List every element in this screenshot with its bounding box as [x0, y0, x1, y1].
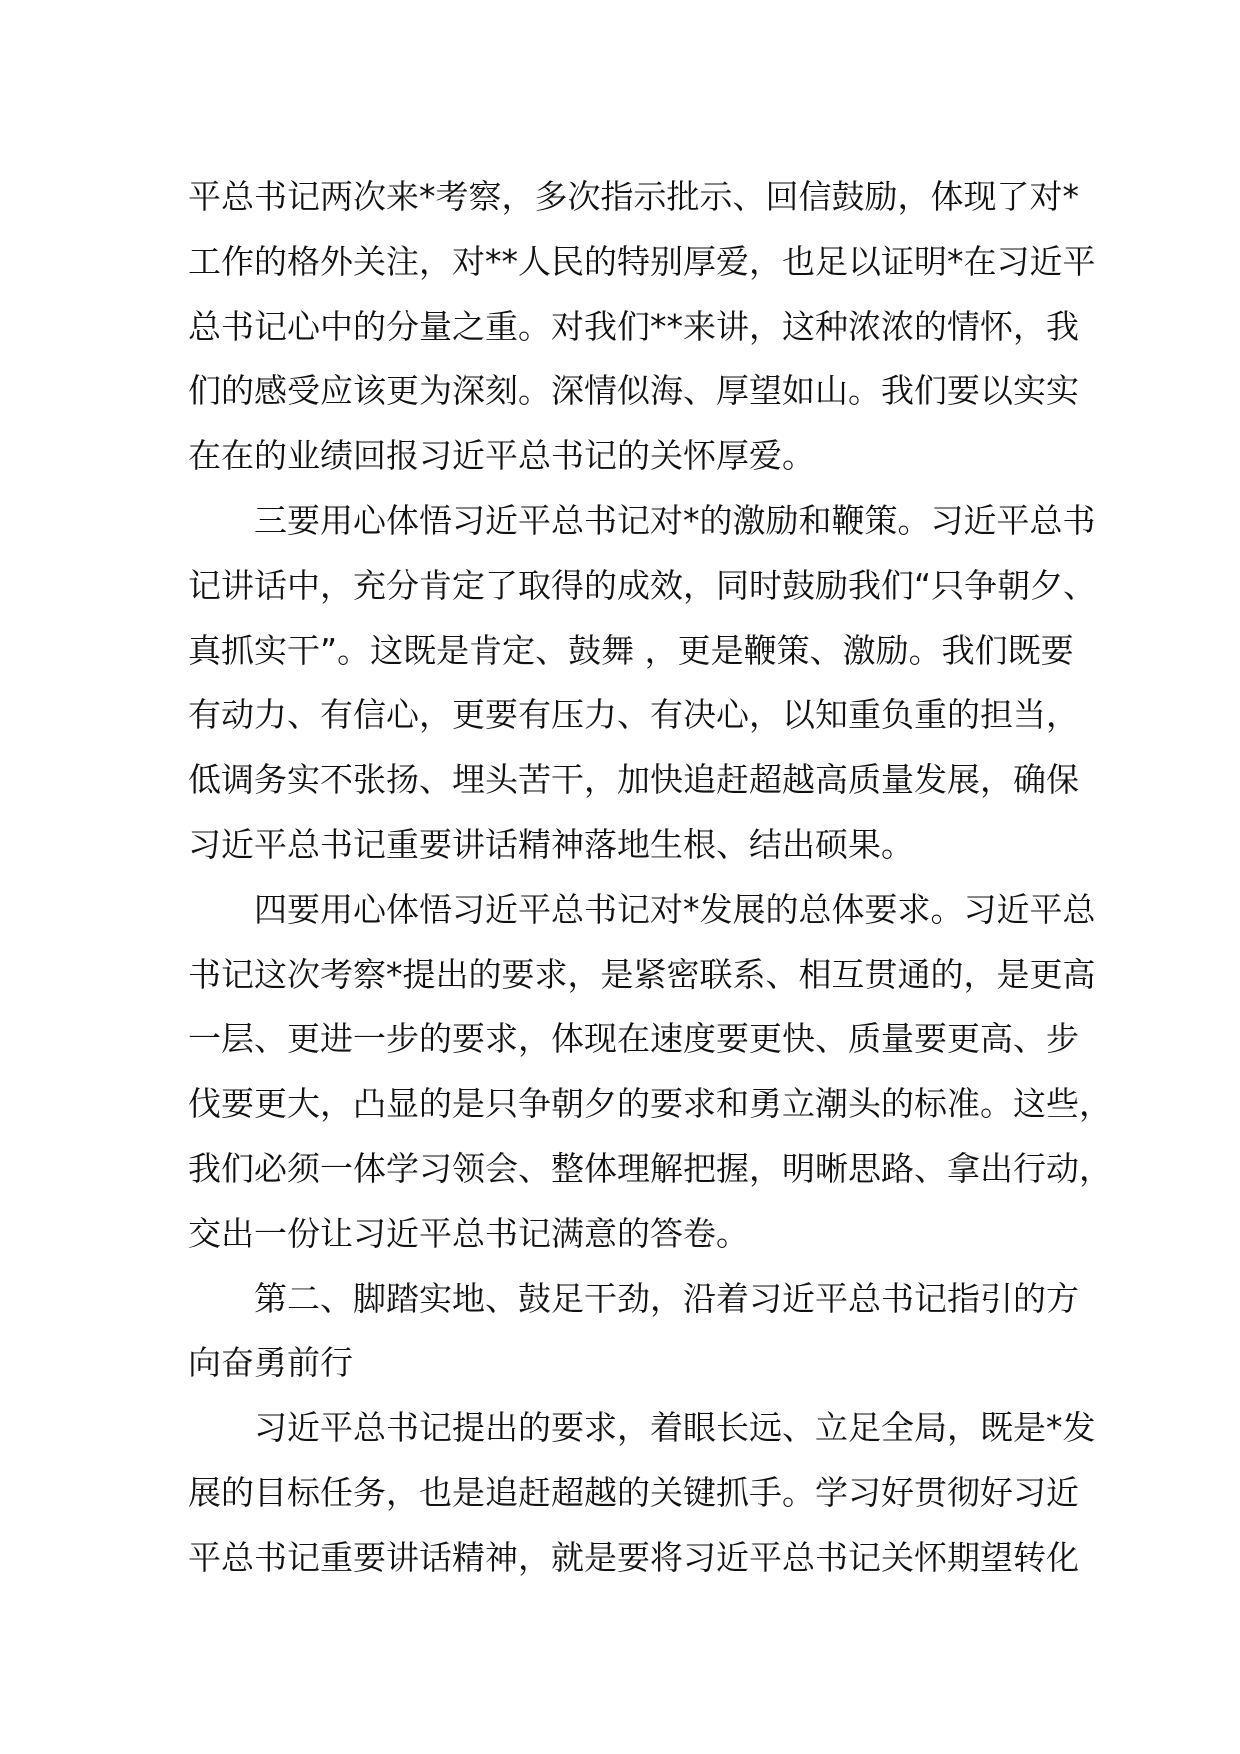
- text-line: 平总书记两次来*考察，多次指示批示、回信鼓励，体现了对*: [188, 177, 1079, 216]
- text-line: 记讲话中，充分肯定了取得的成效，同时鼓励我们“只争朝夕、: [188, 565, 1097, 605]
- paragraph-start-line: 三要用心体悟习近平总书记对*的激励和鞭策。习近平总书: [254, 500, 1096, 540]
- text-line: 习近平总书记重要讲话精神落地生根、结出硕果。: [188, 824, 914, 864]
- text-line: 真抓实干”。这既是肯定、鼓舞 ，更是鞭策、激励。我们既要: [188, 630, 1074, 670]
- text-line: 有动力、有信心，更要有压力、有决心，以知重负重的担当，: [188, 695, 1079, 735]
- paragraph-start-line: 习近平总书记提出的要求，着眼长远、立足全局，既是*发: [254, 1408, 1096, 1448]
- document-body: [188, 165, 1112, 1591]
- text-line: 我们必须一体学习领会、整体理解把握，明晰思路、拿出行动，: [188, 1148, 1112, 1188]
- section-heading-line: 向奋勇前行: [188, 1343, 353, 1383]
- text-line: 在在的业绩回报习近平总书记的关怀厚爱。: [188, 436, 815, 476]
- paragraph-start-line: 四要用心体悟习近平总书记对*发展的总体要求。习近平总: [254, 889, 1096, 929]
- text-line: 展的目标任务，也是追赶超越的关键抓手。学习好贯彻好习近: [188, 1472, 1079, 1512]
- text-line: 低调务实不张扬、埋头苦干，加快追赶超越高质量发展，确保: [188, 760, 1079, 800]
- text-line: 书记这次考察*提出的要求，是紧密联系、相互贯通的，是更高: [188, 954, 1096, 994]
- text-line: 平总书记重要讲话精神，就是要将习近平总书记关怀期望转化: [188, 1537, 1079, 1577]
- text-line: 交出一份让习近平总书记满意的答卷。: [188, 1213, 749, 1253]
- text-line: 一层、更进一步的要求，体现在速度要更快、质量要更高、步: [188, 1019, 1079, 1059]
- text-line: 工作的格外关注，对**人民的特别厚爱，也足以证明*在习近平: [188, 241, 1096, 281]
- section-heading-line: 第二、脚踏实地、鼓足干劲，沿着习近平总书记指引的方: [254, 1278, 1079, 1318]
- text-line: 总书记心中的分量之重。对我们**来讲，这种浓浓的情怀，我: [188, 306, 1079, 346]
- text-line: 们的感受应该更为深刻。深情似海、厚望如山。我们要以实实: [188, 371, 1079, 411]
- text-line: 伐要更大，凸显的是只争朝夕的要求和勇立潮头的标准。这些，: [188, 1084, 1112, 1124]
